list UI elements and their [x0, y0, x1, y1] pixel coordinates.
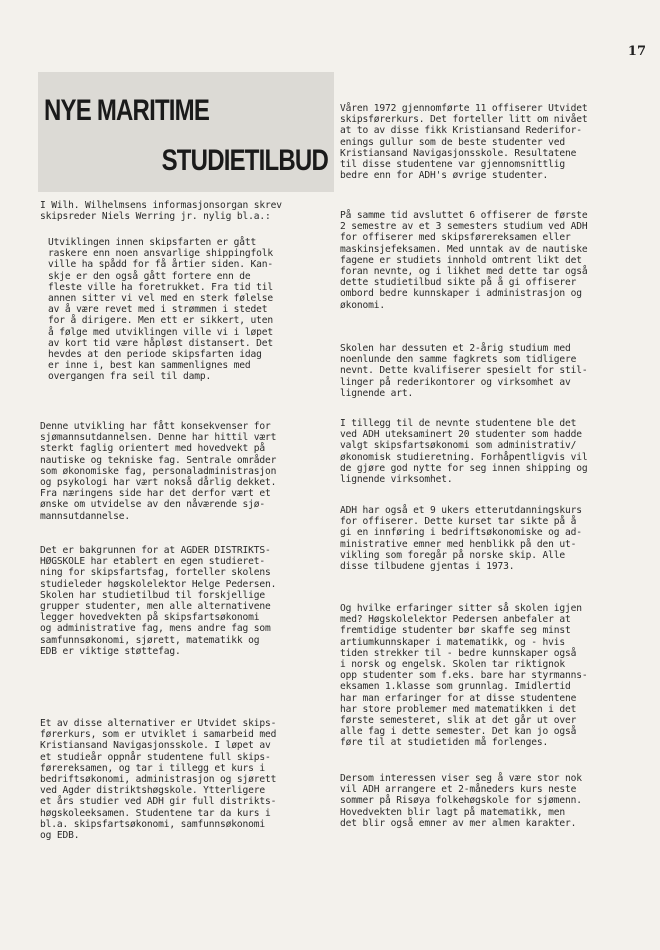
body-paragraph: I tillegg til de nevnte studentene ble det ved ADH uteksaminert 20 studenter som hadde valgt skipsfartsøkonomi som administrativ/ økonomisk studieretning. Forhåpentligvis vil de gjøre god nytte for seg innen shipping og lignende virksomhet. [340, 418, 588, 486]
article-title-line-2: STUDIETILBUD [161, 144, 328, 177]
body-paragraph: Et av disse alternativer er Utvidet skips- førerkurs, som er utviklet i samarbeid med Kristiansand Navigasjonsskole. I løpet av et studieår oppnår studentene full skips- førereksamen, og tar i tillegg et kurs i bedriftsøkonomi, administrasjon og sjørett ved Agder distriktshøgskole. Ytterligere et års studier ved ADH gir full distrikts- høgskoleeksamen. Studentene tar da kurs i bl.a. skipsfartsøkonomi, samfunnsøkonomi og EDB. [40, 718, 277, 842]
article-title-line-1: NYE MARITIME [44, 94, 210, 127]
intro-paragraph: I Wilh. Wilhelmsens informasjonsorgan skrev skipsreder Niels Werring jr. nylig bl.a.: [40, 200, 282, 223]
body-paragraph: ADH har også et 9 ukers etterutdanningskurs for offiserer. Dette kurset tar sikte på å gi en innføring i bedriftsøkonomiske og ad- ministrative emner med henblikk på den ut- vikling som foregår på norske skip. Alle disse tilbudene gjentas i 1973. [340, 505, 582, 573]
title-block [38, 72, 334, 192]
quote-paragraph: Utviklingen innen skipsfarten er gått raskere enn noen ansvarlige shippingfolk ville ha spådd for få årtier siden. Kan- skje er den også gått fortere enn de fleste ville ha foretrukket. Fra tid til annen sitter vi vel med en sterk følelse av å være revet med i strømmen i stedet for å dirigere. Men ett er sikkert, uten å følge med utviklingen ville vi i løpet av kort tid være håpløst distansert. Det hevdes at den periode skipsfarten idag er inne i, best kan sammenlignes med overgangen fra seil til damp. [48, 237, 274, 383]
body-paragraph: Det er bakgrunnen for at AGDER DISTRIKTS- HØGSKOLE har etablert en egen studieret- ning for skipsfartsfag, forteller skolens studieleder høgskolelektor Helge Pedersen. Skolen har studietilbud til forskjellige grupper studenter, men alle alternativene legger hovedvekten på skipsfartsøkonomi og administrative fag, mens andre fag som samfunnsøkonomi, sjørett, matematikk og EDB er viktige støttefag. [40, 545, 277, 657]
body-paragraph: Skolen har dessuten et 2-årig studium med noenlunde den samme fagkrets som tidligere nevnt. Dette kvalifiserer spesielt for stil- linger på rederikontorer og virksomhet av lignende art. [340, 343, 588, 399]
body-paragraph: Denne utvikling har fått konsekvenser for sjømannsutdannelsen. Denne har hittil vært sterkt faglig orientert med hovedvekt på nautiske og tekniske fag. Sentrale områder som økonomiske fag, personaladministrasjon og psykologi har vært nokså dårlig dekket. Fra næringens side har det derfor vært et ønske om utvidelse av den nåværende sjø- mannsutdannelse. [40, 421, 277, 522]
body-paragraph: På samme tid avsluttet 6 offiserer de første 2 semestre av et 3 semesters studium ved ADH for offiserer med skipsførereksamen eller maskinsjefeksamen. Med unntak av de nautiske fagene er studiets innhold omtrent likt det foran nevnte, og i likhet med dette tar også dette studietilbud sikte på å gi offiserer ombord bedre kunnskaper i administrasjon og økonomi. [340, 210, 588, 311]
body-paragraph: Våren 1972 gjennomførte 11 offiserer Utvidet skipsførerkurs. Det forteller litt om nivået at to av disse fikk Kristiansand Rederifor- enings gullur som de beste studenter ved Kristiansand Navigasjonsskole. Resultatene til disse studentene var gjennomsnittlig bedre enn for ADH's øvrige studenter. [340, 103, 588, 182]
body-paragraph: Dersom interessen viser seg å være stor nok vil ADH arrangere et 2-måneders kurs neste sommer på Risøya folkehøgskole for sjømenn. Hovedvekten blir lagt på matematikk, men det blir også emner av mer almen karakter. [340, 773, 582, 829]
page-number: 17 [627, 44, 646, 59]
body-paragraph: Og hvilke erfaringer sitter så skolen igjen med? Høgskolelektor Pedersen anbefaler at fremtidige studenter bør skaffe seg minst artiumkunnskaper i matematikk, og - hvis tiden strekker til - bedre kunnskaper også i norsk og engelsk. Skolen tar riktignok opp studenter som f.eks. bare har styrmanns- eksamen 1.klasse som grunnlag. Imidlertid har man erfaringer for at disse studentene har store problemer med matematikken i det første semesteret, slik at det går ut over alle fag i dette semester. Det kan jo også føre til at studietiden må forlenges. [340, 603, 588, 749]
